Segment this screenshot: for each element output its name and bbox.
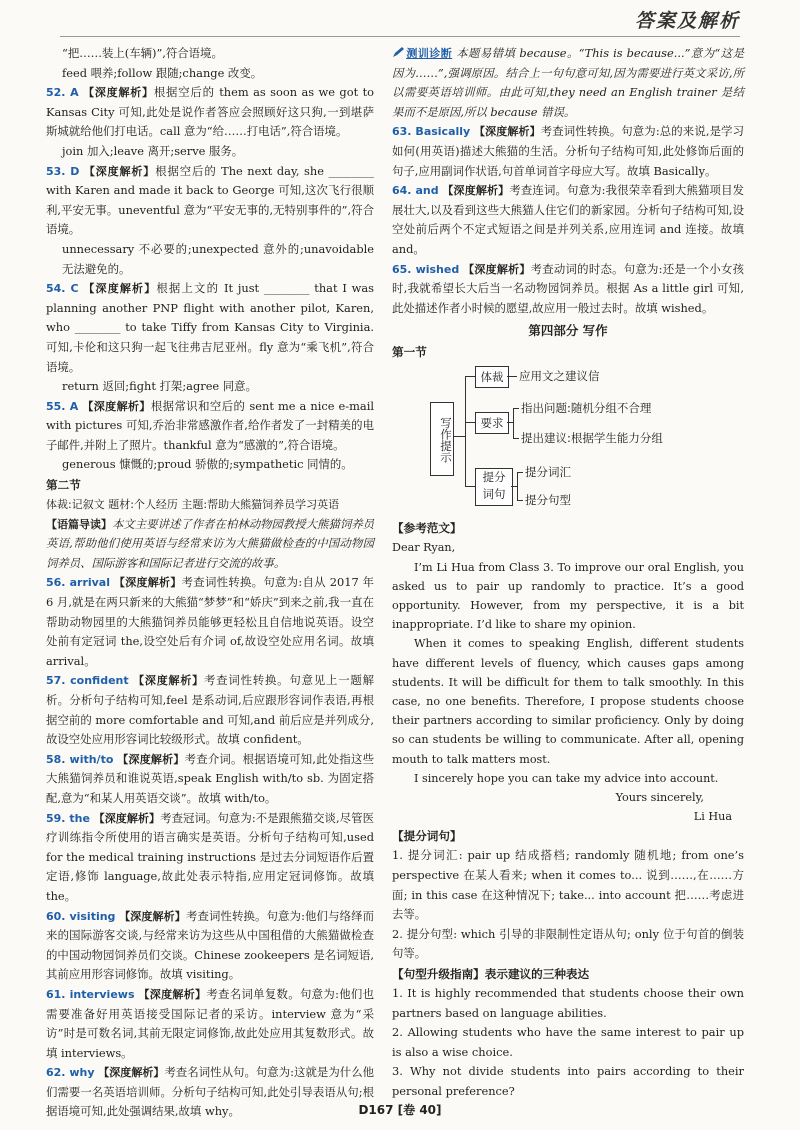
answer-56 [46, 573, 374, 671]
answer-63 [392, 122, 744, 181]
diagram-boost-leaf1: 提分词汇 [525, 465, 571, 480]
answer-53-tag: 【深度解析】 [83, 164, 156, 178]
answer-52-num: 52. A [46, 86, 79, 100]
letter-greeting: Dear Ryan, [392, 541, 456, 555]
diagram-genre-connector [507, 376, 517, 377]
answer-63-num: 63. Basically [392, 125, 471, 139]
sample-letter [392, 538, 744, 826]
part-4-heading: 第四部分 写作 [528, 323, 608, 339]
answer-56-text: 考查词性转换。句意为:自从 2017 年 6 月,就是在两只新来的大熊猫“梦梦”和“娇庆”到来之前,我一直在帮助动物园里的大熊猫饲养员能够更轻松且自信地说英语。设空处前有定冠词 the,设空处后有介词 of,故设空处应用名词。故填 arrival。 [46, 575, 375, 668]
answer-59 [46, 809, 374, 907]
diagram-requirement-box: 要求 [475, 412, 509, 434]
header-divider [60, 36, 740, 37]
letter-paragraph-3: I sincerely hope you can take my advice into account. [414, 771, 719, 785]
answer-65-text: 考查动词的时态。句意为:还是一个小女孩时,我就希望长大后当一名动物园饲养员。根据 As a little girl 可知,此处描述作者小时候的愿望,故应用一般过去时。故填 wished。 [392, 261, 745, 315]
reading-guide-text: 本文主要讲述了作者在柏林动物园教授大熊猫饲养员英语,帮助他们使用英语与经常来访为大熊猫做检查的中国动物园饲养员、国际游客和国际记者进行交流的故事。 [46, 516, 374, 570]
diagram-requirement-leaf2-line [513, 438, 519, 439]
answer-55-options: generous 慷慨的;proud 骄傲的;sympathetic 同情的。 [62, 457, 353, 472]
answer-52-tag: 【深度解析】 [83, 86, 154, 100]
answer-59-num: 59. the [46, 811, 90, 825]
left-column [46, 44, 374, 1122]
answer-58-text: 考查介词。根据语境可知,此处指这些大熊猫饲养员和谁说英语,speak English with/to sb. 为固定搭配,意为“和某人用英语交谈”。故填 with/to。 [46, 751, 375, 805]
answer-63-text: 考查词性转换。句意为:总的来说,是学习如何(用英语)描述大熊猫的生活。分析句子结构可知,此处修饰后面的句子,应用副词作状语,句首单词首字母应大写。故填 Basically。 [392, 124, 744, 178]
answer-58-num: 58. with/to [46, 752, 114, 766]
answer-65-tag: 【深度解析】 [463, 262, 531, 276]
answer-60 [46, 907, 374, 985]
answer-55-num: 55. A [46, 399, 79, 413]
answer-55-tag: 【深度解析】 [82, 399, 151, 413]
answer-64-text: 考查连词。句意为:我很荣幸看到大熊猫项目发展壮大,以及看到这些大熊猫人住它们的新家园。分析句子结构可知,设空处前后两个不定式短语之间是并列关系,应用连词 and 连接。故填 and。 [392, 183, 745, 256]
letter-closing: Yours sincerely, [615, 790, 704, 804]
diagnosis-note [392, 44, 744, 122]
right-column [392, 44, 744, 1101]
diagram-branch-2-line [465, 422, 475, 423]
diagram-requirement-split [513, 408, 514, 438]
reading-guide-tag: 【语篇导读】 [46, 517, 112, 531]
answer-63-tag: 【深度解析】 [473, 125, 541, 139]
diagram-root-connector [453, 436, 465, 437]
diagram-trunk-line [465, 376, 466, 486]
section-1-heading: 第一节 [392, 345, 427, 360]
section-2-heading: 第二节 [46, 478, 81, 493]
answer-54-options: return 返回;fight 打架;agree 同意。 [62, 379, 257, 394]
answer-52-options: join 加入;leave 离开;serve 服务。 [62, 143, 244, 158]
pencil-icon [392, 46, 406, 58]
answer-57-num: 57. confident [46, 674, 129, 688]
upgrade-3: 3. Why not divide students into pairs according to their personal preference? [392, 1064, 744, 1098]
letter-signature: Li Hua [693, 810, 732, 824]
diagram-boost-leaf1-line [517, 472, 523, 473]
reading-guide [46, 515, 374, 574]
answer-54-text: 根据上文的 It just ________ that I was planning another PNP flight with another pilot, Karen, who ________ to take Tiffy from Kansas City to Virginia. 可知,卡伦和这只狗一起飞往弗吉尼亚州。fly 意为“乘飞机”,符合语境。 [46, 281, 375, 374]
answer-62-num: 62. why [46, 1066, 95, 1080]
diagram-boost-leaf2: 提分句型 [525, 493, 571, 508]
answer-60-text: 考查词性转换。句意为:他们与络绎而来的国际游客交谈,与经常来访为这些从中国租借的大熊猫做检查的中国动物园饲养员们交谈。Chinese zookeepers 是名词短语,其前应用形容词修饰。故填 visiting。 [46, 908, 375, 982]
answer-61 [46, 985, 374, 1063]
diagram-root-box: 写作提示 [430, 402, 454, 476]
answer-64-tag: 【深度解析】 [442, 184, 510, 198]
answer-59-text: 考查冠词。句意为:不是跟熊猫交谈,尽管医疗训练指令所使用的语言确实是英语。分析句子结构可知,used for the medical training instructions 是过去分词短语作后置定语,修饰 language,故此处表示特指,应用定冠词修饰。故填 the。 [46, 810, 375, 903]
writing-tips-diagram [392, 364, 744, 512]
answer-57-tag: 【深度解析】 [133, 674, 204, 688]
answer-60-tag: 【深度解析】 [119, 909, 186, 923]
answer-57 [46, 671, 374, 749]
diagram-boost-box: 提分词句 [475, 468, 513, 506]
answer-52 [46, 83, 374, 142]
page-header-title: 答案及解析 [634, 10, 740, 32]
diagram-requirement-leaf1: 指出问题:随机分组不合理 [521, 401, 652, 416]
answer-53-text: 根据空后的 The next day, she ________ with Karen and made it back to George 可知,这次飞行很顺利,平安无事。uneventful 意为“平安无事的,无特别事件的”,符合语境。 [46, 163, 375, 237]
answer-57-text: 考查词性转换。句意见上一题解析。分析句子结构可知,feel 是系动词,后应跟形容词作表语,再根据空前的 more comfortable and 可知,and 前后应是并列成分,故设空处应用形容词比较级形式。故填 confident。 [46, 673, 374, 747]
answer-59-tag: 【深度解析】 [93, 811, 161, 825]
diagnosis-text: 本题易错填 because。“This is because...”意为“这是因为……”,强调原因。结合上一句句意可知,因为需要进行英文采访,所以需要英语培训师。由此可知,they need an English trainer 是结果而不是原因,所以 because 错误。 [392, 46, 745, 119]
diagram-requirement-leaf1-line [513, 408, 519, 409]
diagram-branch-1-line [465, 376, 475, 377]
answer-61-text: 考查名词单复数。句意为:他们也需要准备好用英语接受国际记者的采访。interview 意为“采访”时是可数名词,其前无限定词修饰,故此处应用其复数形式。故填 interviews。 [46, 986, 375, 1060]
answer-53-num: 53. D [46, 164, 80, 178]
answer-64-num: 64. and [392, 184, 439, 198]
answer-53 [46, 162, 374, 240]
diagram-requirement-leaf2: 提出建议:根据学生能力分组 [521, 431, 663, 446]
answer-62-text: 考查名词性从句。句意为:这就是为什么他们需要一名英语培训师。分析句子结构可知,此处引导表语从句;根据语境可知,此处强调结果,故填 why。 [46, 1065, 375, 1119]
letter-paragraph-1: I’m Li Hua from Class 3. To improve our oral English, you asked us to pair up randomly to practice. It’s a good opportunity. However, from my perspective, it is a bit inappropriate. I’d like to share my opinion. [392, 560, 744, 632]
tips-sentence: 2. 提分句型: which 引导的非限制性定语从句; only 位于句首的倒装句等。 [392, 926, 744, 961]
genre-line: 体裁:记叙文 题材:个人经历 主题:帮助大熊猫饲养员学习英语 [46, 498, 340, 512]
answer-55-text: 根据常识和空后的 sent me a nice e-mail with pictures 可知,乔治非常感激作者,给作者发了一封精美的电子邮件,并附上了照片。thankful 意为“感激的”,符合语境。 [46, 398, 374, 452]
upgrade-1: 1. It is highly recommended that students choose their own partners based on language abilities. [392, 985, 744, 1020]
diagram-boost-leaf2-line [517, 500, 523, 501]
diagram-boost-split [517, 472, 518, 500]
answer-51-tail-line1: “把……装上(车辆)”,符合语境。 [62, 46, 223, 60]
diagram-genre-leaf: 应用文之建议信 [519, 369, 600, 384]
answer-65-num: 65. wished [392, 262, 460, 276]
answer-51-tail-line2: feed 喂养;follow 跟随;change 改变。 [62, 65, 263, 80]
answer-54-tag: 【深度解析】 [83, 282, 157, 296]
answer-58-tag: 【深度解析】 [117, 752, 185, 766]
answer-52-text: 根据空后的 them as soon as we got to Kansas City 可知,此处是说作者答应会照顾好这只狗,一到堪萨斯城就给他们打电话。call 意为“给……打电话”,符合语境。 [46, 85, 375, 139]
answer-60-num: 60. visiting [46, 909, 116, 923]
diagnosis-tag: 测训诊断 [406, 47, 453, 60]
answer-55 [46, 397, 374, 456]
answer-61-tag: 【深度解析】 [138, 987, 207, 1001]
upgrade-2: 2. Allowing students who have the same interest to pair up is also a wise choice. [392, 1025, 744, 1059]
diagram-genre-box: 体裁 [475, 366, 509, 388]
diagram-branch-3-line [465, 486, 475, 487]
sample-essay-title: 【参考范文】 [392, 521, 462, 536]
answer-64 [392, 181, 744, 259]
answer-54-num: 54. C [46, 282, 79, 296]
tips-vocab: 1. 提分词汇: pair up 结成搭档; randomly 随机地; from one’s perspective 在某人看来; when it comes to... 说到……,在……方面; in this case 在这种情况下; take... into account 把……考虑进去等。 [392, 848, 744, 922]
answer-62-tag: 【深度解析】 [98, 1066, 165, 1080]
answer-61-num: 61. interviews [46, 987, 135, 1001]
answer-65 [392, 260, 744, 319]
upgrade-title: 【句型升级指南】表示建议的三种表达 [392, 966, 590, 981]
tips-title: 【提分词句】 [392, 829, 462, 844]
answer-56-num: 56. arrival [46, 576, 111, 590]
page-footer: D167 [卷 40] [358, 1103, 442, 1117]
answer-53-options: unnecessary 不必要的;unexpected 意外的;unavoidable 无法避免的。 [62, 241, 374, 276]
letter-paragraph-2: When it comes to speaking English, different students have different levels of fluency, which causes gaps among students. It will be difficult for them to talk smoothly. In this case, no one benefits. Therefore, I propose students choose their partners according to similar proficiency. Only by doing so can students be willing to communicate. After all, opening mouth to talk matters most. [392, 637, 744, 766]
answer-54 [46, 279, 374, 377]
answer-56-tag: 【深度解析】 [113, 576, 182, 590]
answer-58 [46, 750, 374, 809]
